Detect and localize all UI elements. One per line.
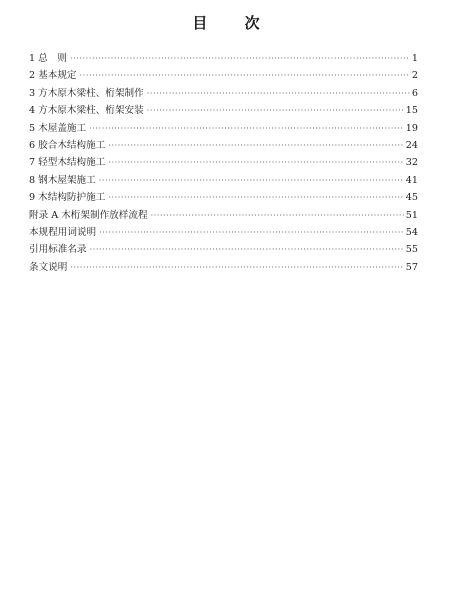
toc-entry-label: 引用标准名录: [29, 244, 87, 256]
dot-leader: [80, 67, 410, 84]
toc-entry[interactable]: [29, 67, 418, 84]
toc-entry-label: 附录 A 木桁架制作放样流程: [29, 209, 148, 221]
dot-leader: [147, 102, 404, 119]
dot-leader: [70, 50, 410, 67]
toc-entry-page: 19: [405, 122, 418, 134]
toc-entry-label: 本规程用词说明: [29, 226, 97, 238]
toc-entry[interactable]: [29, 85, 418, 102]
dot-leader: [90, 241, 404, 258]
toc-entry-label: 6 胶合木结构施工: [29, 139, 106, 151]
toc-title: 目 次: [192, 14, 276, 32]
dot-leader: [99, 172, 404, 189]
dot-leader: [99, 224, 404, 241]
toc-entry-page: 15: [405, 105, 418, 117]
toc-entry-page: 57: [405, 261, 418, 273]
toc-entry[interactable]: [29, 50, 418, 67]
toc-entry-label: 7 轻型木结构施工: [29, 157, 106, 169]
toc-entry[interactable]: [29, 172, 418, 189]
toc-entry-page: 6: [411, 87, 418, 99]
toc-entry-page: 2: [411, 70, 418, 82]
table-of-contents: [29, 50, 418, 276]
toc-entry[interactable]: [29, 224, 418, 241]
toc-entry[interactable]: [29, 207, 418, 224]
dot-leader: [108, 137, 403, 154]
toc-entry-page: 45: [405, 192, 418, 204]
toc-entry-label: 4 方木原木梁柱、桁架安装: [29, 105, 144, 117]
dot-leader: [108, 154, 403, 171]
toc-entry-label: 8 钢木屋架施工: [29, 174, 96, 186]
toc-entry-label: 5 木屋盖施工: [29, 122, 87, 134]
toc-entry[interactable]: [29, 102, 418, 119]
toc-entry-page: 41: [405, 174, 418, 186]
toc-entry-label: 3 方木原木梁柱、桁架制作: [29, 87, 144, 99]
toc-entry-page: 51: [405, 209, 418, 221]
toc-entry-page: 55: [405, 244, 418, 256]
toc-entry-label: 1 总 则: [29, 53, 67, 64]
toc-entry[interactable]: [29, 189, 418, 206]
toc-entry[interactable]: [29, 154, 418, 171]
toc-entry-page: 24: [405, 139, 418, 151]
dot-leader: [147, 85, 410, 102]
toc-entry-label: 9 木结构防护施工: [29, 192, 106, 204]
dot-leader: [108, 189, 403, 206]
toc-entry[interactable]: [29, 241, 418, 258]
toc-entry[interactable]: [29, 259, 418, 276]
toc-entry-page: 54: [405, 226, 418, 238]
toc-entry-label: 条文说明: [29, 261, 68, 273]
dot-leader: [151, 207, 404, 224]
toc-entry-page: 1: [411, 53, 418, 64]
dot-leader: [70, 259, 403, 276]
toc-entry[interactable]: [29, 137, 418, 154]
toc-entry[interactable]: [29, 120, 418, 137]
toc-entry-label: 2 基本规定: [29, 70, 77, 82]
toc-entry-page: 32: [405, 157, 418, 169]
dot-leader: [89, 120, 404, 137]
